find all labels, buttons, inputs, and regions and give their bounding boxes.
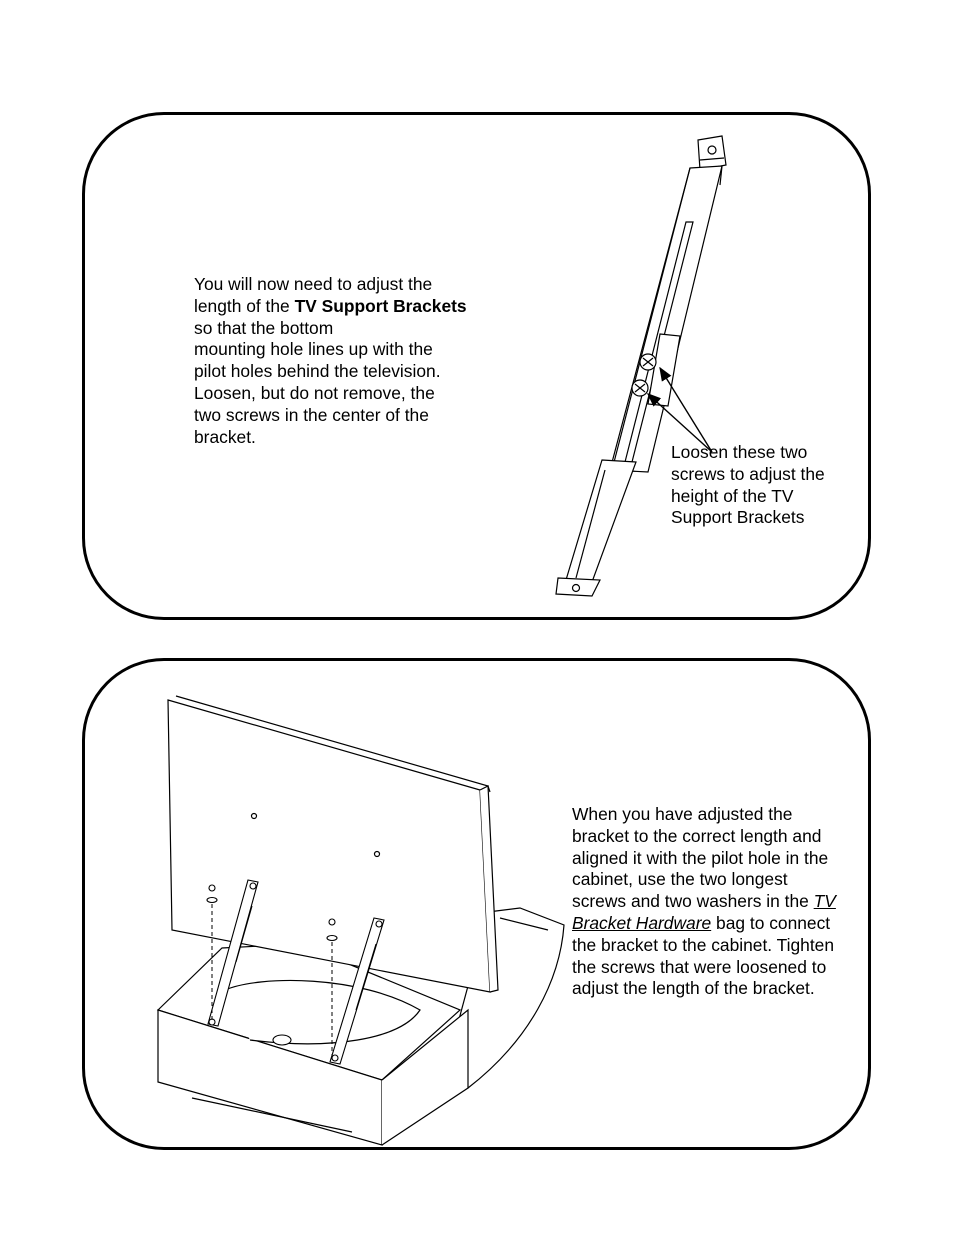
step-1-line-1: You will now need to adjust the	[194, 274, 433, 294]
step-1-line-3: so that the bottom	[194, 317, 334, 338]
step-1-line-2: length of the	[194, 295, 295, 316]
hardware-bag-name-part-2: Bracket Hardware	[572, 912, 712, 933]
step-2-line-9: adjust the length of the bracket.	[572, 978, 815, 999]
step-1-line-5: pilot holes behind the television.	[194, 361, 441, 382]
step-2-instructions	[572, 804, 864, 1000]
callout-line-2: screws to adjust the	[671, 463, 825, 484]
step-2-line-6: bag to connect	[711, 912, 831, 933]
callout-line-3: height of the TV	[671, 485, 794, 506]
step-2-line-2: bracket to the correct length and	[572, 825, 822, 846]
step-1-line-6: Loosen, but do not remove, the	[194, 382, 435, 403]
step-2-line-7: the bracket to the cabinet. Tighten	[572, 934, 834, 955]
step-2-line-5: screws and two washers in the	[572, 891, 814, 912]
callout-line-1: Loosen these two	[671, 442, 808, 462]
step-2-line-8: the screws that were loosened to	[572, 956, 827, 977]
step-2-line-1: When you have adjusted the	[572, 804, 793, 824]
step-2-line-3: aligned it with the pilot hole in the	[572, 847, 829, 868]
callout-line-4: Support Brackets	[671, 507, 805, 528]
hardware-bag-name-part-1: TV	[813, 891, 836, 912]
tv-support-brackets-term: TV Support Brackets	[294, 295, 467, 316]
step-2-line-4: cabinet, use the two longest	[572, 869, 788, 890]
step-1-line-4: mounting hole lines up with the	[194, 339, 433, 360]
step-1-line-7: two screws in the center of the	[194, 404, 429, 425]
step-1-line-8: bracket.	[194, 426, 256, 447]
